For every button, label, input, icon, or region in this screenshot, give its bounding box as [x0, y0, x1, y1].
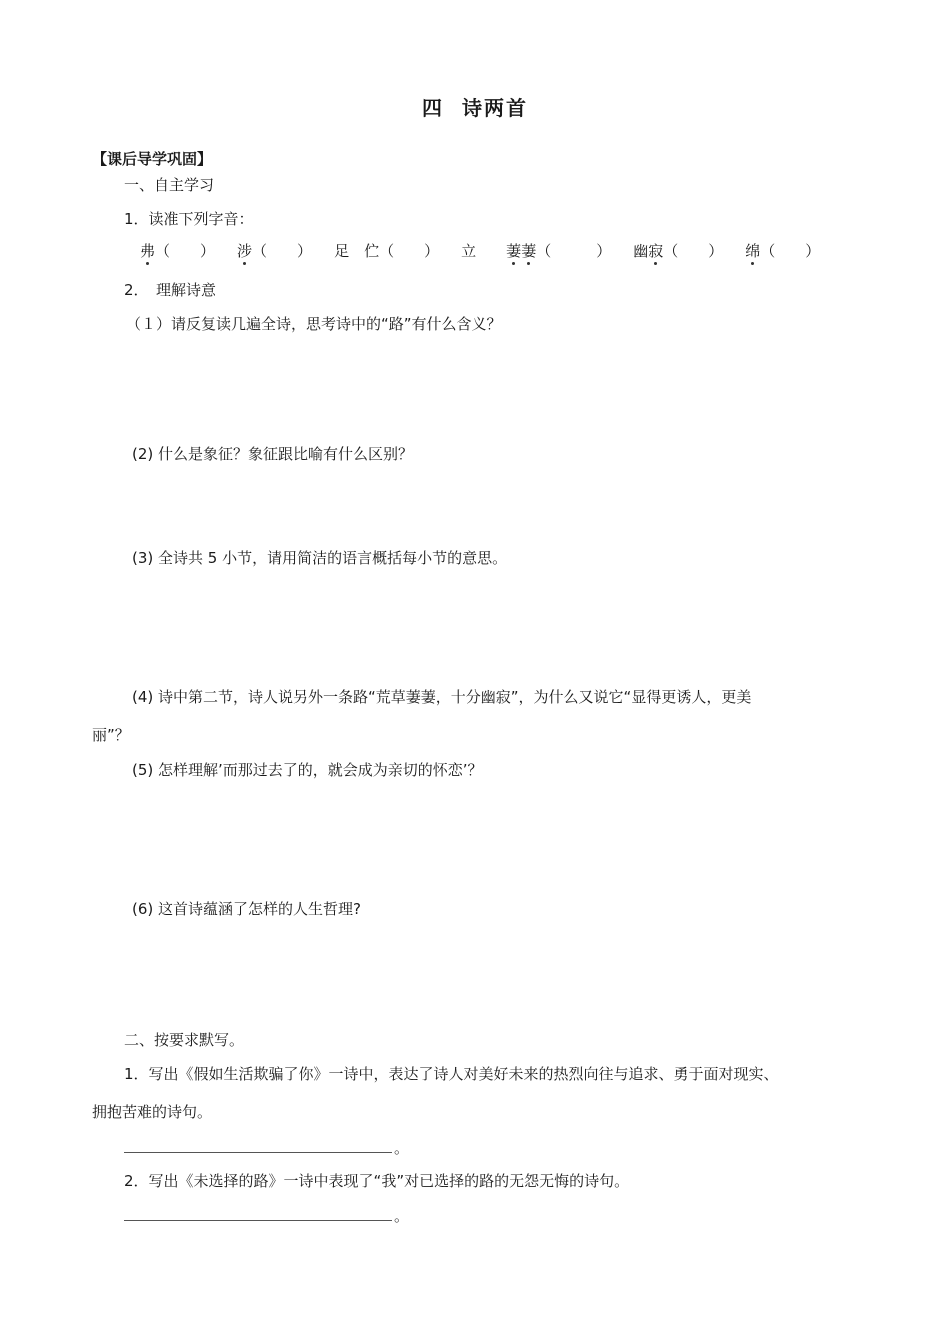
part1-heading: 一、自主学习	[124, 176, 215, 194]
pronunciation-item	[334, 240, 439, 261]
pronunciation-blank[interactable]: （ ）	[536, 242, 612, 260]
recite-item1-line1: 1．写出《假如生活欺骗了你》一诗中，表达了诗人对美好未来的热烈向往与追求、勇于面对现实、	[124, 1065, 779, 1083]
question-2: (2) 什么是象征？象征跟比喻有什么区别？	[132, 445, 414, 463]
pronunciation-item	[745, 240, 820, 261]
pronunciation-word: 足 伫	[334, 242, 380, 260]
pronunciation-word: 弗	[140, 242, 156, 260]
pronunciation-word: 立 萋萋	[461, 242, 537, 260]
pronunciation-blank[interactable]: （ ）	[379, 242, 440, 260]
answer-blank-1[interactable]	[124, 1152, 392, 1153]
answer-blank-1-end: 。	[394, 1139, 410, 1157]
question-6: (6) 这首诗蕴涵了怎样的人生哲理?	[132, 900, 361, 918]
pronunciation-blank[interactable]: （ ）	[155, 242, 216, 260]
pronunciation-blank[interactable]: （ ）	[760, 242, 821, 260]
answer-blank-2[interactable]	[124, 1220, 392, 1221]
pronunciation-item	[633, 240, 723, 261]
question-4: (4) 诗中第二节，诗人说另外一条路“荒草萋萋，十分幽寂”，为什么又说它“显得更诱人，更美	[132, 688, 752, 706]
pronunciation-item	[461, 240, 611, 261]
lesson-title: 诗两首	[462, 96, 528, 120]
recite-item1-line2: 拥抱苦难的诗句。	[92, 1103, 213, 1121]
question-5: (5) 怎样理解’而那过去了的，就会成为亲切的怀恋’？	[132, 761, 483, 779]
pronunciation-blank[interactable]: （ ）	[663, 242, 724, 260]
question-3: (3) 全诗共 5 小节，请用简洁的语言概括每小节的意思。	[132, 549, 508, 567]
item2-label: 2． 理解诗意	[124, 281, 217, 299]
item1-label: 1．读准下列字音：	[124, 210, 254, 228]
page-title	[0, 92, 950, 121]
question-1: （１）请反复读几遍全诗，思考诗中的“路”有什么含义？	[126, 315, 502, 333]
lesson-number: 四	[422, 96, 444, 120]
recite-item2: 2．写出《未选择的路》一诗中表现了“我”对已选择的路的无怨无悔的诗句。	[124, 1172, 630, 1190]
part2-heading: 二、按要求默写。	[124, 1031, 245, 1049]
question-4-continuation: 丽”？	[92, 726, 130, 744]
pronunciation-word: 涉	[237, 242, 253, 260]
pronunciation-item	[237, 240, 312, 261]
section-header: 【课后导学巩固】	[92, 150, 213, 168]
pronunciation-word: 幽寂	[633, 242, 664, 260]
pronunciation-row	[140, 240, 842, 261]
answer-blank-2-end: 。	[394, 1207, 410, 1225]
pronunciation-blank[interactable]: （ ）	[252, 242, 313, 260]
pronunciation-item	[140, 240, 215, 261]
pronunciation-word: 绵	[745, 242, 761, 260]
